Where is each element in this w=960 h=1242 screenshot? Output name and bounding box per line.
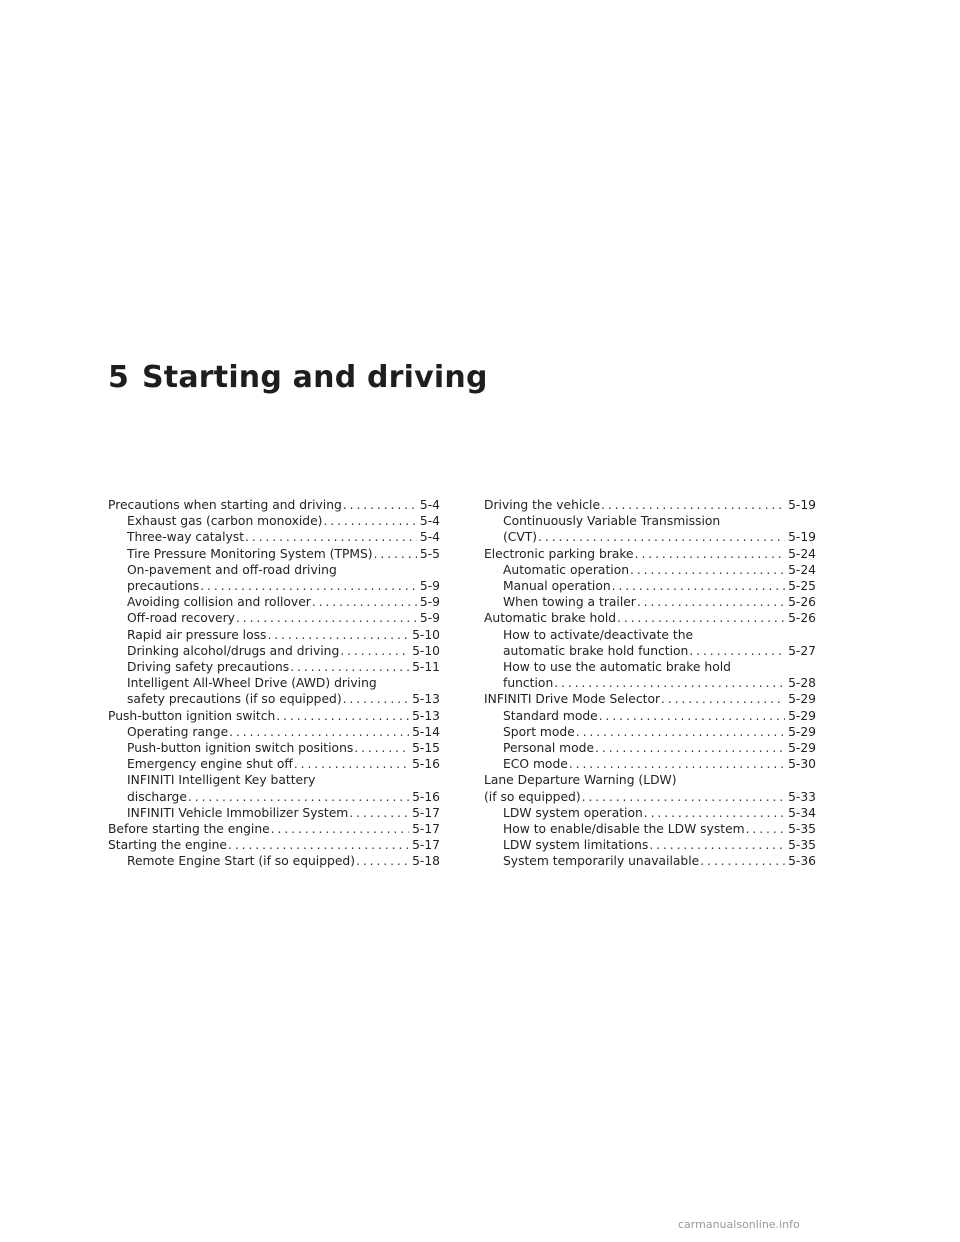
dot-leader xyxy=(746,821,785,837)
toc-entry[interactable] xyxy=(484,821,816,837)
toc-entry-title: Standard mode xyxy=(503,708,598,723)
toc-entry[interactable] xyxy=(484,627,816,659)
dot-leader xyxy=(312,594,417,610)
toc-page-number: 5-26 xyxy=(788,611,816,626)
toc-entry-title: (if so equipped) xyxy=(484,789,581,804)
toc-page-number: 5-9 xyxy=(419,611,440,626)
dot-leader xyxy=(343,497,417,513)
toc-entry-title: Manual operation xyxy=(503,579,611,594)
toc-entry-title: automatic brake hold function xyxy=(503,643,689,658)
toc-entry[interactable] xyxy=(108,659,440,675)
toc-entry-title: INFINITI Drive Mode Selector xyxy=(484,692,661,707)
toc-entry-title: Rapid air pressure loss xyxy=(127,627,267,642)
toc-column-right xyxy=(484,497,816,870)
toc-page-number: 5-14 xyxy=(412,724,440,739)
toc-entry-title: INFINITI Vehicle Immobilizer System xyxy=(127,805,349,820)
dot-leader xyxy=(649,837,785,853)
toc-entry-title: Tire Pressure Monitoring System (TPMS) xyxy=(127,546,373,561)
toc-entry-title: LDW system operation xyxy=(503,805,643,820)
toc-entry[interactable] xyxy=(484,853,816,869)
dot-leader xyxy=(343,691,409,707)
toc-entry-lead: INFINITI Intelligent Key battery xyxy=(127,773,316,788)
toc-entry[interactable] xyxy=(108,772,440,804)
toc-entry[interactable] xyxy=(484,837,816,853)
toc-entry-title: Before starting the engine xyxy=(108,822,270,837)
dot-leader xyxy=(276,708,409,724)
toc-entry-title: Remote Engine Start (if so equipped) xyxy=(127,854,356,869)
toc-entry[interactable] xyxy=(108,708,440,724)
toc-page-number: 5-26 xyxy=(788,595,816,610)
toc-entry[interactable] xyxy=(108,837,440,853)
dot-leader xyxy=(595,740,785,756)
chapter-title xyxy=(108,360,488,395)
toc-entry[interactable] xyxy=(108,805,440,821)
toc-entry-title: Sport mode xyxy=(503,724,575,739)
toc-entry[interactable] xyxy=(108,756,440,772)
toc-column-left xyxy=(108,497,440,870)
toc-entry-title: precautions xyxy=(127,579,200,594)
toc-page-number: 5-4 xyxy=(419,498,440,512)
toc-entry-lead: How to activate/deactivate the xyxy=(503,627,694,642)
toc-page-number: 5-29 xyxy=(788,724,816,739)
toc-entry-title: Exhaust gas (carbon monoxide) xyxy=(127,514,323,529)
toc-page-number: 5-28 xyxy=(788,676,816,691)
dot-leader xyxy=(188,789,409,805)
toc-page-number: 5-25 xyxy=(788,579,816,594)
toc-entry[interactable] xyxy=(108,562,440,594)
toc-entry-title: Off-road recovery xyxy=(127,611,235,626)
toc-page-number: 5-19 xyxy=(788,498,816,512)
toc-page-number: 5-5 xyxy=(419,546,440,561)
toc-entry-lead: Continuously Variable Transmission xyxy=(503,514,721,529)
toc-page-number: 5-24 xyxy=(788,562,816,577)
dot-leader xyxy=(340,643,409,659)
dot-leader xyxy=(661,691,785,707)
toc-entry[interactable] xyxy=(484,578,816,594)
toc-entry[interactable] xyxy=(108,853,440,869)
toc-entry-title: When towing a trailer xyxy=(503,595,636,610)
dot-leader xyxy=(374,546,417,562)
toc-page-number: 5-18 xyxy=(412,854,440,869)
toc-page-number: 5-30 xyxy=(788,757,816,772)
toc-page-number: 5-9 xyxy=(419,579,440,594)
dot-leader xyxy=(599,708,785,724)
toc-entry[interactable] xyxy=(108,497,440,513)
toc-entry-title: Push-button ignition switch xyxy=(108,708,276,723)
toc-entry[interactable] xyxy=(484,805,816,821)
toc-entry-title: How to enable/disable the LDW system xyxy=(503,822,745,837)
toc-entry-title: Operating range xyxy=(127,724,229,739)
dot-leader xyxy=(569,756,785,772)
toc-entry-title: ECO mode xyxy=(503,757,568,772)
dot-leader xyxy=(228,837,409,853)
toc-entry[interactable] xyxy=(484,740,816,756)
toc-entry-title: Drinking alcohol/drugs and driving xyxy=(127,643,340,658)
toc-entry[interactable] xyxy=(484,546,816,562)
toc-entry-title: Personal mode xyxy=(503,741,595,756)
toc-entry[interactable] xyxy=(484,708,816,724)
toc-entry-title: Electronic parking brake xyxy=(484,546,634,561)
chapter-number: 5 xyxy=(108,360,130,395)
toc-entry[interactable] xyxy=(484,724,816,740)
dot-leader xyxy=(630,562,785,578)
toc-entry[interactable] xyxy=(108,675,440,707)
toc-entry-title: Emergency engine shut off xyxy=(127,757,293,772)
dot-leader xyxy=(271,821,409,837)
dot-leader xyxy=(349,805,409,821)
dot-leader xyxy=(617,610,785,626)
toc-entry[interactable] xyxy=(108,546,440,562)
toc-page-number: 5-4 xyxy=(419,514,440,529)
toc-entry-title: (CVT) xyxy=(503,530,538,545)
dot-leader xyxy=(356,853,409,869)
toc-page-number: 5-10 xyxy=(412,627,440,642)
toc-entry[interactable] xyxy=(108,740,440,756)
dot-leader xyxy=(554,675,785,691)
toc-page-number: 5-24 xyxy=(788,546,816,561)
toc-entry-title: Avoiding collision and rollover xyxy=(127,595,311,610)
toc-page-number: 5-13 xyxy=(412,692,440,707)
toc-page-number: 5-27 xyxy=(788,643,816,658)
toc-page-number: 5-13 xyxy=(412,708,440,723)
toc-entry[interactable] xyxy=(108,643,440,659)
dot-leader xyxy=(294,756,409,772)
toc-entry-title: Three-way catalyst xyxy=(127,530,245,545)
toc-entry[interactable] xyxy=(108,529,440,545)
toc-entry[interactable] xyxy=(484,497,816,513)
toc-page-number: 5-16 xyxy=(412,757,440,772)
toc-page-number: 5-35 xyxy=(788,822,816,837)
toc-entry-title: Starting the engine xyxy=(108,838,227,853)
toc-page-number: 5-36 xyxy=(788,854,816,869)
toc-entry[interactable] xyxy=(108,724,440,740)
toc-page-number: 5-10 xyxy=(412,643,440,658)
toc-entry[interactable] xyxy=(108,627,440,643)
toc-page-number: 5-17 xyxy=(412,838,440,853)
dot-leader xyxy=(323,513,416,529)
toc-entry-title: System temporarily unavailable xyxy=(503,854,700,869)
toc-entry-lead: Lane Departure Warning (LDW) xyxy=(484,773,677,788)
toc-entry[interactable] xyxy=(484,513,816,545)
toc-page-number: 5-34 xyxy=(788,805,816,820)
toc-entry-title: function xyxy=(503,676,554,691)
toc-entry[interactable] xyxy=(484,659,816,691)
chapter-title-text: Starting and driving xyxy=(142,360,488,395)
toc-page-number: 5-29 xyxy=(788,708,816,723)
toc-entry[interactable] xyxy=(484,772,816,804)
dot-leader xyxy=(612,578,785,594)
dot-leader xyxy=(601,497,785,513)
toc-entry-title: safety precautions (if so equipped) xyxy=(127,692,342,707)
toc-entry-title: discharge xyxy=(127,789,187,804)
toc-page-number: 5-35 xyxy=(788,838,816,853)
toc-entry[interactable] xyxy=(108,594,440,610)
dot-leader xyxy=(644,805,785,821)
toc-page-number: 5-19 xyxy=(788,530,816,545)
dot-leader xyxy=(582,789,785,805)
dot-leader xyxy=(229,724,409,740)
dot-leader xyxy=(637,594,785,610)
toc-entry[interactable] xyxy=(108,821,440,837)
toc-entry[interactable] xyxy=(108,513,440,529)
toc-entry-title: Driving safety precautions xyxy=(127,660,290,675)
dot-leader xyxy=(267,627,409,643)
dot-leader xyxy=(236,610,417,626)
toc-page-number: 5-17 xyxy=(412,822,440,837)
toc-entry[interactable] xyxy=(484,594,816,610)
dot-leader xyxy=(290,659,409,675)
toc-entry-title: Automatic operation xyxy=(503,562,630,577)
toc-page-number: 5-33 xyxy=(788,789,816,804)
toc-page-number: 5-11 xyxy=(412,660,440,675)
toc-entry-lead: How to use the automatic brake hold xyxy=(503,660,731,675)
toc-page-number: 5-16 xyxy=(412,789,440,804)
toc-entry[interactable] xyxy=(108,610,440,626)
dot-leader xyxy=(354,740,409,756)
dot-leader xyxy=(700,853,785,869)
dot-leader xyxy=(635,546,785,562)
toc-page-number: 5-29 xyxy=(788,741,816,756)
dot-leader xyxy=(576,724,785,740)
toc-entry[interactable] xyxy=(484,691,816,707)
toc-entry-title: LDW system limitations xyxy=(503,838,649,853)
toc-entry-lead: On-pavement and off-road driving xyxy=(127,562,337,577)
dot-leader xyxy=(538,529,785,545)
toc-page-number: 5-9 xyxy=(419,595,440,610)
toc-page-number: 5-17 xyxy=(412,805,440,820)
dot-leader xyxy=(689,643,785,659)
toc-entry[interactable] xyxy=(484,610,816,626)
toc-entry-title: Automatic brake hold xyxy=(484,611,617,626)
toc-entry[interactable] xyxy=(484,756,816,772)
toc-page-number: 5-29 xyxy=(788,692,816,707)
toc-entry-title: Driving the vehicle xyxy=(484,498,601,512)
toc-entry[interactable] xyxy=(484,562,816,578)
toc-entry-title: Push-button ignition switch positions xyxy=(127,741,354,756)
toc-entry-lead: Intelligent All-Wheel Drive (AWD) driving xyxy=(127,676,377,691)
toc-entry-title: Precautions when starting and driving xyxy=(108,498,342,512)
site-watermark: carmanualsonline.info xyxy=(678,1218,800,1231)
toc-page-number: 5-15 xyxy=(412,741,440,756)
dot-leader xyxy=(245,529,417,545)
toc-page-number: 5-4 xyxy=(419,530,440,545)
dot-leader xyxy=(200,578,417,594)
